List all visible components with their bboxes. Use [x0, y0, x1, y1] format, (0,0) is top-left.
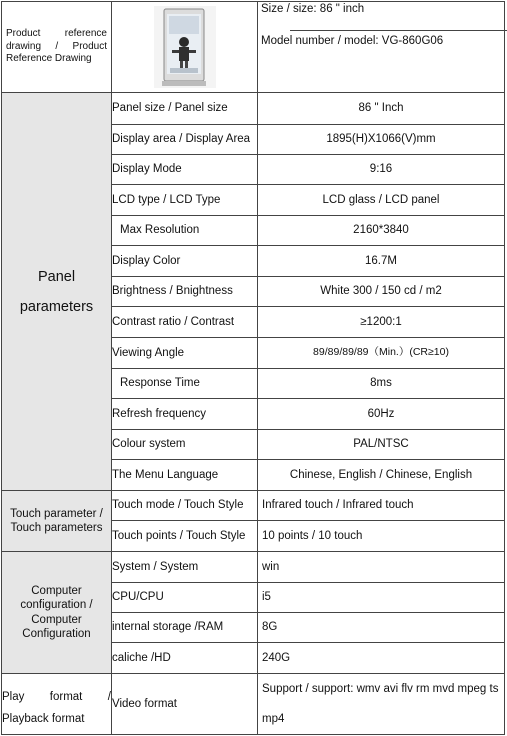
table-row — [2, 674, 505, 735]
play-group-label — [2, 674, 112, 735]
row-value: LCD glass / LCD panel — [258, 185, 505, 216]
row-label: Brightness / Bnightness — [112, 277, 258, 307]
row-value: win — [258, 552, 505, 583]
row-label: Panel size / Panel size — [112, 93, 258, 125]
play-group-line1: Play format / — [2, 690, 111, 703]
row-value: 240G — [258, 643, 505, 674]
panel-group-line1: Panel — [37, 268, 76, 285]
row-value: 86 " Inch — [258, 93, 505, 125]
computer-group-line4: Configuration — [22, 627, 91, 640]
row-label: Refresh frequency — [112, 399, 258, 430]
product-label-line2: drawing / Product — [6, 40, 107, 52]
product-photo — [154, 6, 216, 88]
row-label: The Menu Language — [112, 460, 258, 491]
play-value-line2: mp4 — [262, 713, 285, 725]
model-info-cell — [258, 2, 505, 93]
row-value: 89/89/89/89（Min.）(CR≥10) — [258, 338, 505, 369]
row-label: Colour system — [112, 430, 258, 460]
row-value — [258, 674, 505, 735]
play-value-line1: Support / support: wmv avi flv rm mvd mpeg ts — [262, 683, 499, 695]
row-value: Infrared touch / Infrared touch — [258, 491, 505, 521]
size-text: Size / size: 86 " inch — [261, 3, 365, 15]
row-value: Chinese, English / Chinese, English — [258, 460, 505, 491]
row-label: Display area / Display Area — [112, 125, 258, 155]
row-label: System / System — [112, 552, 258, 583]
row-value: 16.7M — [258, 246, 505, 277]
row-label: internal storage /RAM — [112, 613, 258, 643]
product-label-cell — [2, 2, 112, 93]
table-row — [2, 491, 505, 521]
row-value: 60Hz — [258, 399, 505, 430]
row-value: 8ms — [258, 369, 505, 399]
row-label: CPU/CPU — [112, 583, 258, 613]
computer-group-label — [2, 552, 112, 674]
row-value: 9:16 — [258, 155, 505, 185]
row-label: Display Mode — [112, 155, 258, 185]
header-row — [2, 2, 505, 93]
row-label: Display Color — [112, 246, 258, 277]
row-label: Video format — [112, 674, 258, 735]
product-photo-cell — [112, 2, 258, 93]
row-value: 2160*3840 — [258, 216, 505, 246]
row-value: 8G — [258, 613, 505, 643]
row-value: 10 points / 10 touch — [258, 521, 505, 552]
panel-group-line2: parameters — [19, 298, 94, 315]
row-label: Viewing Angle — [112, 338, 258, 369]
kiosk-display-image — [154, 6, 216, 88]
touch-group-line1: Touch parameter / — [10, 507, 103, 520]
computer-group-line1: Computer — [31, 584, 82, 597]
table-row — [2, 93, 505, 125]
panel-group-label — [2, 93, 112, 491]
row-label: Touch mode / Touch Style — [112, 491, 258, 521]
row-value: PAL/NTSC — [258, 430, 505, 460]
row-label: Max Resolution — [112, 216, 258, 246]
model-text: Model number / model: VG-860G06 — [261, 35, 444, 47]
product-label-line3: Reference Drawing — [6, 53, 92, 65]
row-value: i5 — [258, 583, 505, 613]
play-group-line2: Playback format — [2, 712, 85, 725]
computer-group-line2: configuration / — [20, 599, 93, 612]
row-value: White 300 / 150 cd / m2 — [258, 277, 505, 307]
computer-group-line3: Computer — [31, 613, 82, 626]
row-value: 1895(H)X1066(V)mm — [258, 125, 505, 155]
touch-group-label — [2, 491, 112, 552]
table-row — [2, 552, 505, 583]
row-label: LCD type / LCD Type — [112, 185, 258, 216]
row-label: Contrast ratio / Contrast — [112, 307, 258, 338]
row-label: Touch points / Touch Style — [112, 521, 258, 552]
row-label: Response Time — [112, 369, 258, 399]
spec-table — [1, 1, 505, 735]
row-value: ≥1200:1 — [258, 307, 505, 338]
product-label-line1: Product reference — [6, 28, 107, 40]
row-label: caliche /HD — [112, 643, 258, 674]
touch-group-line2: Touch parameters — [10, 522, 103, 534]
